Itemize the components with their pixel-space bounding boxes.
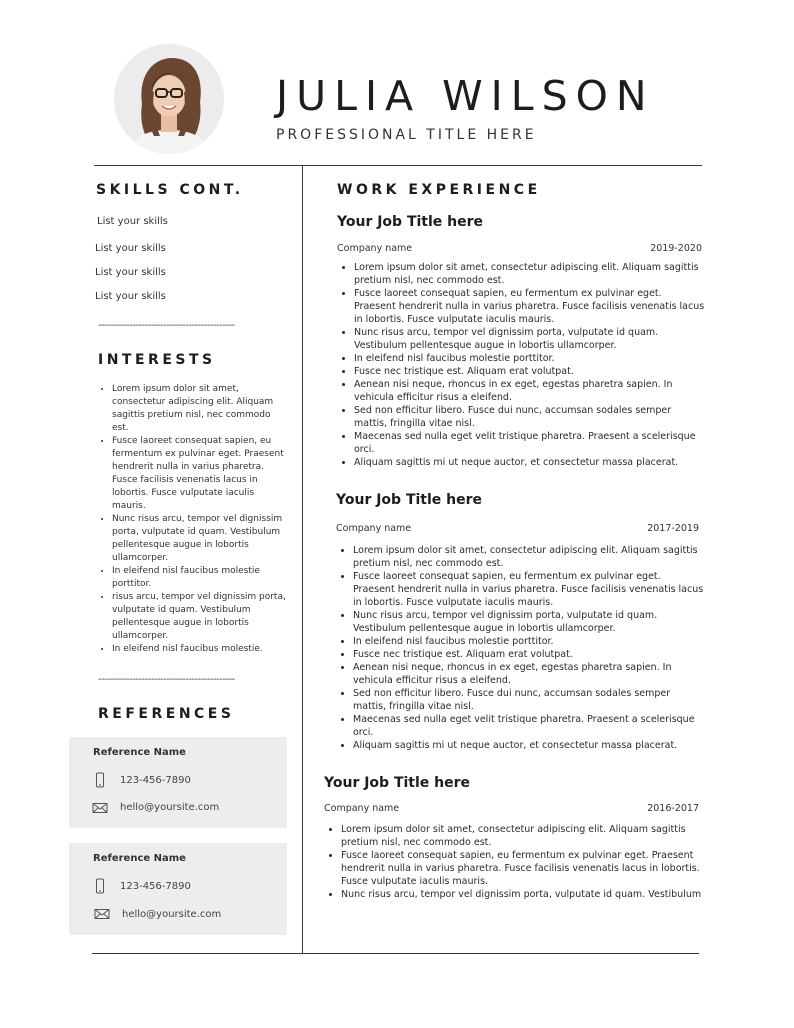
- job-bullets: [336, 544, 705, 752]
- list-item: • Fusce laoreet consequat sapien, eu fermentum ex pulvinar eget. Praesent hendrerit nulla in varius pharetra. Fusce facilisis venenatis lacus in lobortis. Fusce vulputate iaculis mauris.: [353, 570, 705, 609]
- phone-icon: [92, 878, 108, 894]
- job-dates: 2016-2017: [647, 803, 699, 814]
- phone-icon: [92, 772, 108, 788]
- reference-email[interactable]: hello@yoursite.com: [122, 909, 222, 920]
- list-item: • In eleifend nisl faucibus molestie.: [112, 643, 288, 656]
- list-item: • Lorem ipsum dolor sit amet, consectetur adipiscing elit. Aliquam sagittis pretium nisl, nec commodo est.: [341, 823, 705, 849]
- envelope-icon: [92, 800, 108, 816]
- list-item: • In eleifend nisl faucibus molestie porttitor.: [112, 565, 288, 591]
- company-name: Company name: [336, 523, 412, 534]
- list-item: • Nunc risus arcu, tempor vel dignissim porta, vulputate id quam. Vestibulum pellentesque augue in lobortis ullamcorper.: [112, 513, 288, 565]
- list-item: • Maecenas sed nulla eget velit tristique pharetra. Praesent a scelerisque orci.: [354, 430, 706, 456]
- professional-title: PROFESSIONAL TITLE HERE: [276, 127, 537, 143]
- skill-item: List your skills: [95, 291, 166, 302]
- list-item: • Nunc risus arcu, tempor vel dignissim porta, vulputate id quam. Vestibulum pellentesque augue in lobortis ullamcorper.: [354, 326, 706, 352]
- list-item: • Fusce nec tristique est. Aliquam erat volutpat.: [353, 648, 705, 661]
- skill-item: List your skills: [95, 243, 166, 254]
- list-item: • Lorem ipsum dolor sit amet, consectetur adipiscing elit. Aliquam sagittis pretium nisl, nec commodo est.: [353, 544, 705, 570]
- company-name: Company name: [324, 803, 400, 814]
- list-item: • Aliquam sagittis mi ut neque auctor, et consectetur massa placerat.: [354, 456, 706, 469]
- footer-divider: [92, 953, 699, 954]
- list-item: • Sed non efficitur libero. Fusce dui nunc, accumsan sodales semper mattis, fringilla vitae nisl.: [353, 687, 705, 713]
- list-item: • Fusce laoreet consequat sapien, eu fermentum ex pulvinar eget. Praesent hendrerit nulla in varius pharetra. Fusce facilisis venenatis lacus in lobortis. Fusce vulputate iaculis mauris.: [354, 287, 706, 326]
- skills-divider: --------------------------------------------: [98, 320, 235, 331]
- references-heading: REFERENCES: [98, 706, 235, 722]
- work-experience-heading: WORK EXPERIENCE: [337, 182, 541, 198]
- list-item: • Fusce laoreet consequat sapien, eu fermentum ex pulvinar eget. Praesent hendrerit nulla in varius pharetra. Fusce facilisis venenatis lacus in lobortis. Fusce vulputate iaculis mauris.: [341, 849, 705, 888]
- list-item: • In eleifend nisl faucibus molestie porttitor.: [354, 352, 706, 365]
- candidate-name: JULIA WILSON: [276, 72, 655, 120]
- reference-email[interactable]: hello@yoursite.com: [120, 802, 220, 813]
- interests-divider: --------------------------------------------: [98, 674, 235, 685]
- list-item: • Nunc risus arcu, tempor vel dignissim porta, vulputate id quam. Vestibulum: [341, 888, 705, 901]
- job-title: Your Job Title here: [336, 492, 483, 508]
- list-item: • Lorem ipsum dolor sit amet, consectetur adipiscing elit. Aliquam sagittis pretium nisl, nec commodo est.: [354, 261, 706, 287]
- header-divider: [94, 165, 702, 166]
- reference-name: Reference Name: [93, 747, 186, 758]
- list-item: • Aenean nisi neque, rhoncus in ex eget, egestas pharetra sapien. In vehicula efficitur risus a eleifend.: [354, 378, 706, 404]
- job-title: Your Job Title here: [324, 775, 471, 791]
- list-item: • Lorem ipsum dolor sit amet, consectetur adipiscing elit. Aliquam sagittis pretium nisl, nec commodo est.: [112, 383, 288, 435]
- job-dates: 2017-2019: [647, 523, 699, 534]
- interests-list: [96, 383, 288, 656]
- job-dates: 2019-2020: [650, 243, 702, 254]
- list-item: • Aenean nisi neque, rhoncus in ex eget, egestas pharetra sapien. In vehicula efficitur risus a eleifend.: [353, 661, 705, 687]
- skills-heading: SKILLS CONT.: [96, 182, 244, 198]
- job-bullets: [337, 261, 706, 469]
- skill-item: List your skills: [97, 216, 168, 227]
- list-item: • In eleifend nisl faucibus molestie porttitor.: [353, 635, 705, 648]
- job-bullets: [324, 823, 705, 901]
- job-title: Your Job Title here: [337, 214, 484, 230]
- list-item: • risus arcu, tempor vel dignissim porta, vulputate id quam. Vestibulum pellentesque augue in lobortis ullamcorper.: [112, 591, 288, 643]
- column-divider: [302, 166, 303, 954]
- profile-photo: [114, 44, 224, 154]
- reference-name: Reference Name: [93, 853, 186, 864]
- interests-heading: INTERESTS: [98, 352, 216, 368]
- list-item: • Fusce nec tristique est. Aliquam erat volutpat.: [354, 365, 706, 378]
- envelope-icon: [94, 906, 110, 922]
- company-name: Company name: [337, 243, 413, 254]
- avatar: [114, 44, 224, 154]
- list-item: • Maecenas sed nulla eget velit tristique pharetra. Praesent a scelerisque orci.: [353, 713, 705, 739]
- skill-item: List your skills: [95, 267, 166, 278]
- list-item: • Fusce laoreet consequat sapien, eu fermentum ex pulvinar eget. Praesent hendrerit nulla in varius pharetra. Fusce facilisis venenatis lacus in lobortis. Fusce vulputate iaculis mauris.: [112, 435, 288, 513]
- reference-phone: 123-456-7890: [120, 881, 191, 892]
- list-item: • Sed non efficitur libero. Fusce dui nunc, accumsan sodales semper mattis, fringilla vitae nisl.: [354, 404, 706, 430]
- reference-phone: 123-456-7890: [120, 775, 191, 786]
- list-item: • Aliquam sagittis mi ut neque auctor, et consectetur massa placerat.: [353, 739, 705, 752]
- list-item: • Nunc risus arcu, tempor vel dignissim porta, vulputate id quam. Vestibulum pellentesque augue in lobortis ullamcorper.: [353, 609, 705, 635]
